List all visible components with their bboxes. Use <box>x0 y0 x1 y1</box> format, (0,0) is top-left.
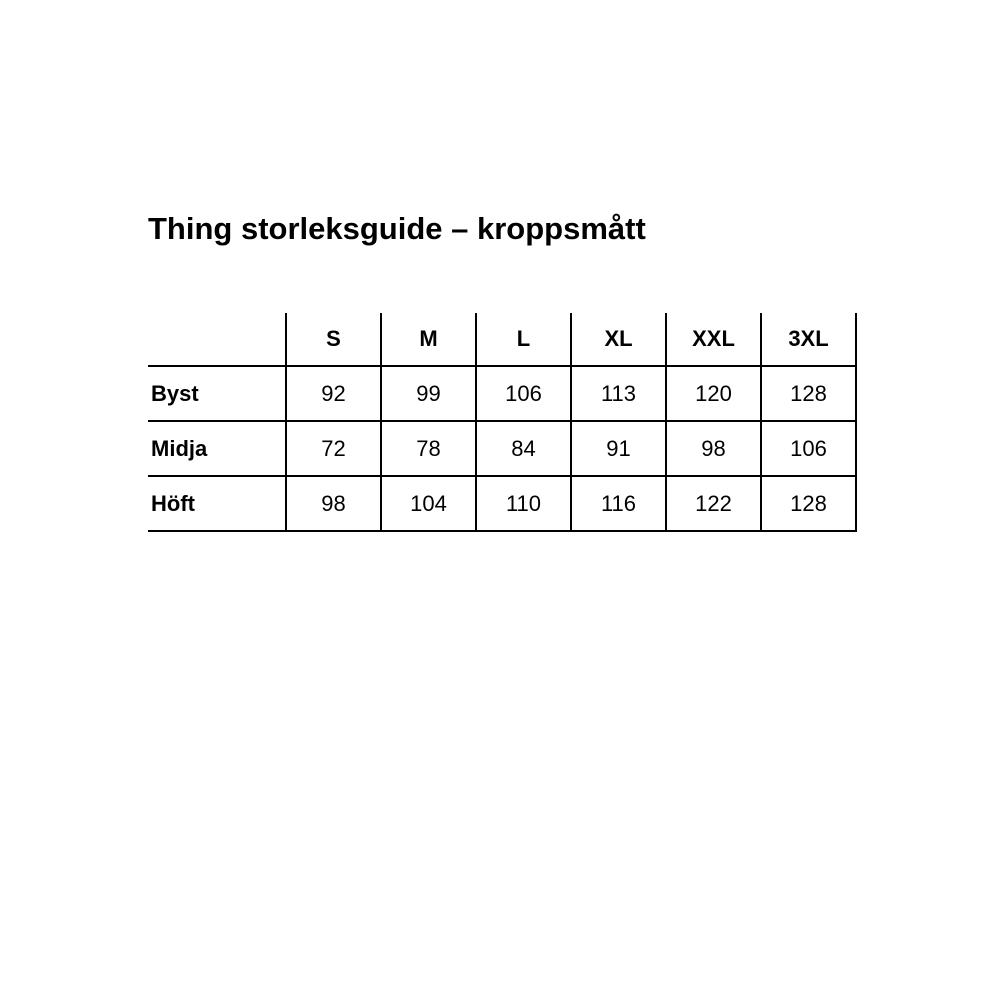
column-header-3xl: 3XL <box>761 313 856 366</box>
corner-cell <box>148 313 286 366</box>
size-guide-table <box>148 313 857 532</box>
cell-midja-3xl: 106 <box>761 421 856 476</box>
cell-midja-m: 78 <box>381 421 476 476</box>
cell-byst-s: 92 <box>286 366 381 421</box>
cell-hoft-l: 110 <box>476 476 571 531</box>
column-header-l: L <box>476 313 571 366</box>
cell-hoft-xl: 116 <box>571 476 666 531</box>
column-header-xl: XL <box>571 313 666 366</box>
cell-hoft-xxl: 122 <box>666 476 761 531</box>
cell-hoft-m: 104 <box>381 476 476 531</box>
cell-byst-m: 99 <box>381 366 476 421</box>
cell-byst-l: 106 <box>476 366 571 421</box>
row-label-byst: Byst <box>148 366 286 421</box>
row-label-midja: Midja <box>148 421 286 476</box>
page-title: Thing storleksguide – kroppsmått <box>148 211 646 246</box>
column-header-m: M <box>381 313 476 366</box>
cell-byst-xl: 113 <box>571 366 666 421</box>
table-row-hoft <box>148 476 856 531</box>
header-row <box>148 313 856 366</box>
cell-byst-xxl: 120 <box>666 366 761 421</box>
table-row-midja <box>148 421 856 476</box>
cell-byst-3xl: 128 <box>761 366 856 421</box>
cell-midja-s: 72 <box>286 421 381 476</box>
column-header-xxl: XXL <box>666 313 761 366</box>
row-label-hoft: Höft <box>148 476 286 531</box>
table-row-byst <box>148 366 856 421</box>
cell-hoft-3xl: 128 <box>761 476 856 531</box>
column-header-s: S <box>286 313 381 366</box>
cell-midja-xl: 91 <box>571 421 666 476</box>
cell-hoft-s: 98 <box>286 476 381 531</box>
cell-midja-xxl: 98 <box>666 421 761 476</box>
cell-midja-l: 84 <box>476 421 571 476</box>
